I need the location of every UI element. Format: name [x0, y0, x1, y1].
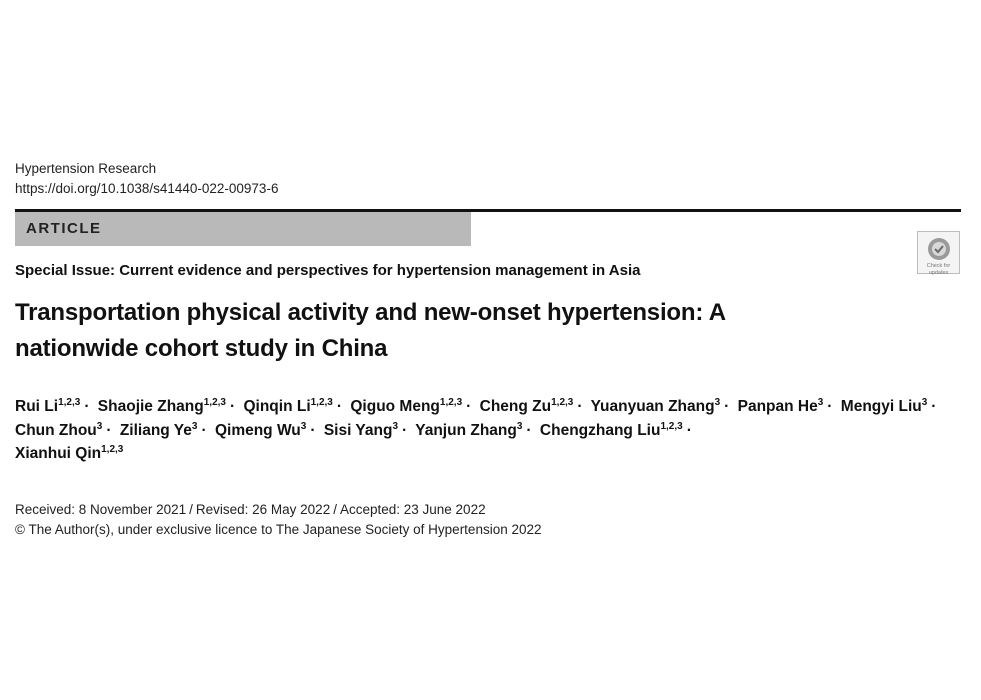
author-separator: ·: [724, 398, 730, 415]
author-separator: ·: [229, 398, 236, 415]
article-title-line-2: nationwide cohort study in China: [15, 335, 388, 362]
author-separator: ·: [466, 398, 472, 415]
special-issue-line: Special Issue: Current evidence and perspectives for hypertension management in Asia: [15, 262, 641, 279]
history-line: Received: 8 November 2021 / Revised: 26 May 2022 / Accepted: 23 June 2022: [15, 502, 486, 517]
author-list: [15, 395, 970, 466]
check-for-updates-button[interactable]: [917, 231, 960, 274]
doi-link[interactable]: https://doi.org/10.1038/s41440-022-00973-6: [15, 181, 279, 196]
author[interactable]: Qimeng Wu$^3$: [214, 420, 307, 439]
publication-dates: [15, 500, 542, 540]
journal-name: Hypertension Research: [15, 161, 157, 176]
check-for-updates-icon: [926, 236, 952, 262]
author[interactable]: Yuanyuan Zhang$^3$: [590, 397, 721, 415]
article-title-line-1: Transportation physical activity and new-onset hypertension: A: [15, 299, 726, 326]
accepted-date: Accepted: 23 June 2022: [339, 502, 486, 517]
author[interactable]: Cheng Zu$^{1,2,3}$: [479, 397, 574, 415]
author[interactable]: Xianhui Qin$^{1,2,3}$: [15, 444, 124, 462]
author-separator: ·: [84, 398, 90, 415]
article-title: [15, 295, 915, 367]
author[interactable]: Mengyi Liu$^3$: [840, 397, 928, 415]
author-separator: ·: [577, 398, 583, 415]
author-separator: ·: [827, 398, 833, 415]
author[interactable]: Rui Li$^{1,2,3}$: [15, 397, 81, 415]
author[interactable]: Chun Zhou$^3$: [15, 420, 103, 439]
check-for-updates-label-2: updates: [928, 270, 949, 276]
author-separator: ·: [402, 421, 408, 439]
journal-header: [15, 159, 278, 199]
author-separator: ·: [336, 398, 343, 415]
check-for-updates-label-1: Check for: [926, 263, 951, 269]
author[interactable]: Chengzhang Liu$^{1,2,3}$: [539, 420, 683, 439]
author[interactable]: Panpan He$^3$: [737, 397, 824, 415]
author[interactable]: Ziliang Ye$^3$: [119, 420, 198, 439]
author-separator: ·: [526, 421, 532, 439]
copyright-line: © The Author(s), under exclusive licence to The Japanese Society of Hypertension 2022: [15, 522, 542, 537]
author-separator: ·: [686, 421, 692, 439]
received-date: Received: 8 November 2021: [15, 502, 187, 517]
article-type-label: ARTICLE: [15, 212, 471, 246]
author[interactable]: Qiguo Meng$^{1,2,3}$: [350, 397, 463, 415]
revised-date: Revised: 26 May 2022: [195, 502, 331, 517]
author-separator: ·: [310, 421, 316, 439]
author[interactable]: Qinqin Li$^{1,2,3}$: [243, 397, 333, 415]
author-separator: ·: [106, 421, 112, 439]
author-separator: ·: [931, 398, 937, 415]
author[interactable]: Yanjun Zhang$^3$: [415, 420, 523, 439]
author[interactable]: Shaojie Zhang$^{1,2,3}$: [97, 397, 226, 415]
author-separator: ·: [201, 421, 207, 439]
author[interactable]: Sisi Yang$^3$: [323, 420, 399, 439]
